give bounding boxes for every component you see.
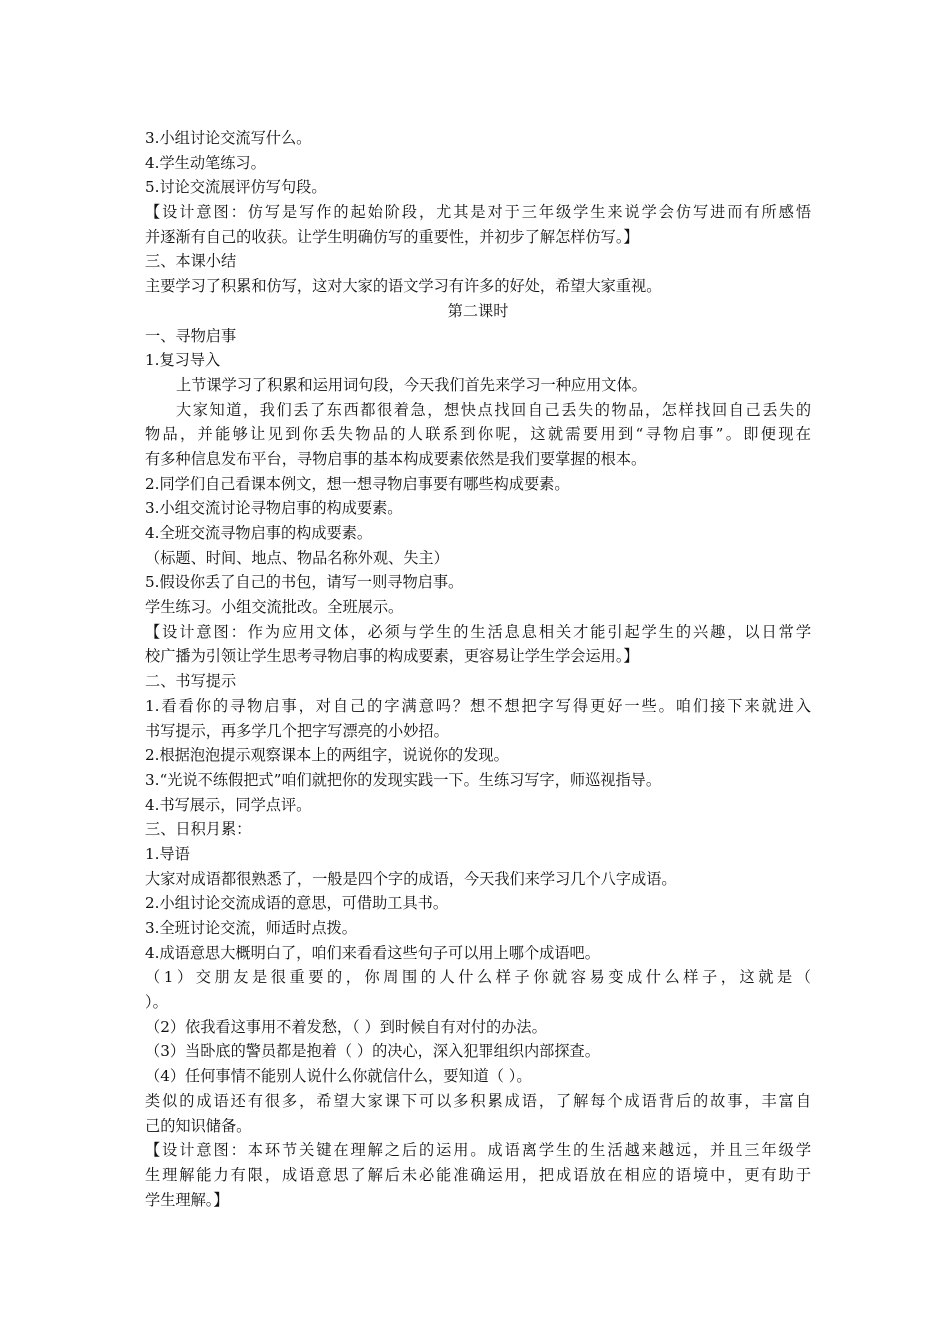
text-line: 三、日积月累： (145, 820, 252, 839)
text-line: 【设计意图：作为应用文体，必须与学生的生活息息相关才能引起学生的兴趣，以日常学 (145, 622, 811, 641)
text-line: 4.成语意思大概明白了，咱们来看看这些句子可以用上哪个成语吧。 (145, 943, 600, 962)
text-line: 学生练习。小组交流批改。全班展示。 (145, 598, 404, 617)
text-line: 2.根据泡泡提示观察课本上的两组字，说说你的发现。 (145, 746, 509, 765)
text-line: 1.导语 (145, 844, 190, 863)
text-line: 大家对成语都很熟悉了，一般是四个字的成语，今天我们来学习几个八字成语。 (145, 869, 677, 888)
document-body (145, 126, 811, 1212)
text-line: 1.复习导入 (145, 351, 221, 370)
text-line: 第二课时 (447, 301, 509, 320)
text-line: 2.小组讨论交流成语的意思，可借助工具书。 (145, 894, 449, 913)
text-line: 1.看看你的寻物启事，对自己的字满意吗？想不想把字写得更好一些。咱们接下来就进入 (145, 696, 811, 715)
text-line: 二、书写提示 (145, 672, 237, 691)
text-line: 4.学生动笔练习。 (145, 153, 266, 172)
text-line: 有多种信息发布平台，寻物启事的基本构成要素依然是我们要掌握的根本。 (145, 449, 647, 468)
text-line: （3）当卧底的警员都是抱着（ ）的决心，深入犯罪组织内部探查。 (145, 1042, 600, 1061)
text-line: 一、寻物启事 (145, 326, 237, 345)
text-line: 3.“光说不练假把式”咱们就把你的发现实践一下。生练习写字，师巡视指导。 (145, 770, 662, 789)
text-line: 2.同学们自己看课本例文，想一想寻物启事要有哪些构成要素。 (145, 474, 570, 493)
text-line: （1）交朋友是很重要的，你周围的人什么样子你就容易变成什么样子，这就是（ (145, 968, 811, 987)
text-line: 校广播为引领让学生思考寻物启事的构成要素，更容易让学生学会运用。】 (145, 647, 639, 666)
text-line: ）。 (145, 993, 168, 1012)
text-line: 生理解能力有限，成语意思了解后未必能准确运用，把成语放在相应的语境中，更有助于 (145, 1165, 811, 1184)
text-line: 3.小组交流讨论寻物启事的构成要素。 (145, 499, 403, 518)
text-line: 【设计意图：本环节关键在理解之后的运用。成语离学生的生活越来越远，并且三年级学 (145, 1141, 811, 1160)
text-line: 学生理解。】 (145, 1190, 229, 1209)
text-line: 5.讨论交流展评仿写句段。 (145, 178, 327, 197)
text-line: （4）任何事情不能别人说什么你就信什么，要知道（ ）。 (145, 1067, 532, 1086)
text-line: （标题、时间、地点、物品名称外观、失主） (145, 548, 449, 567)
text-line: 上节课学习了积累和运用词句段，今天我们首先来学习一种应用文体。 (176, 375, 647, 394)
text-line: 3.全班讨论交流，师适时点拨。 (145, 919, 357, 937)
text-line: 5.假设你丢了自己的书包，请写一则寻物启事。 (145, 573, 464, 592)
text-line: 3.小组讨论交流写什么。 (145, 129, 312, 147)
text-line: 4.书写展示，同学点评。 (145, 795, 312, 814)
text-line: 书写提示，再多学几个把字写漂亮的小妙招。 (145, 721, 449, 740)
text-line: 己的知识储备。 (145, 1116, 252, 1135)
text-line: （2）依我看这事用不着发愁，（ ）到时候自有对付的办法。 (145, 1017, 547, 1036)
text-line: 类似的成语还有很多，希望大家课下可以多积累成语，了解每个成语背后的故事，丰富自 (145, 1091, 811, 1110)
text-line: 物品，并能够让见到你丢失物品的人联系到你呢，这就需要用到“寻物启事”。即便现在 (145, 425, 811, 444)
text-line: 【设计意图：仿写是写作的起始阶段，尤其是对于三年级学生来说学会仿写进而有所感悟 (145, 203, 811, 222)
text-line: 主要学习了积累和仿写，这对大家的语文学习有许多的好处，希望大家重视。 (145, 277, 662, 296)
text-line: 4.全班交流寻物启事的构成要素。 (145, 524, 373, 542)
text-line: 并逐渐有自己的收获。让学生明确仿写的重要性，并初步了解怎样仿写。】 (145, 227, 639, 246)
text-line: 三、本课小结 (145, 252, 237, 271)
text-line: 大家知道，我们丢了东西都很着急，想快点找回自己丢失的物品，怎样找回自己丢失的 (176, 400, 811, 419)
